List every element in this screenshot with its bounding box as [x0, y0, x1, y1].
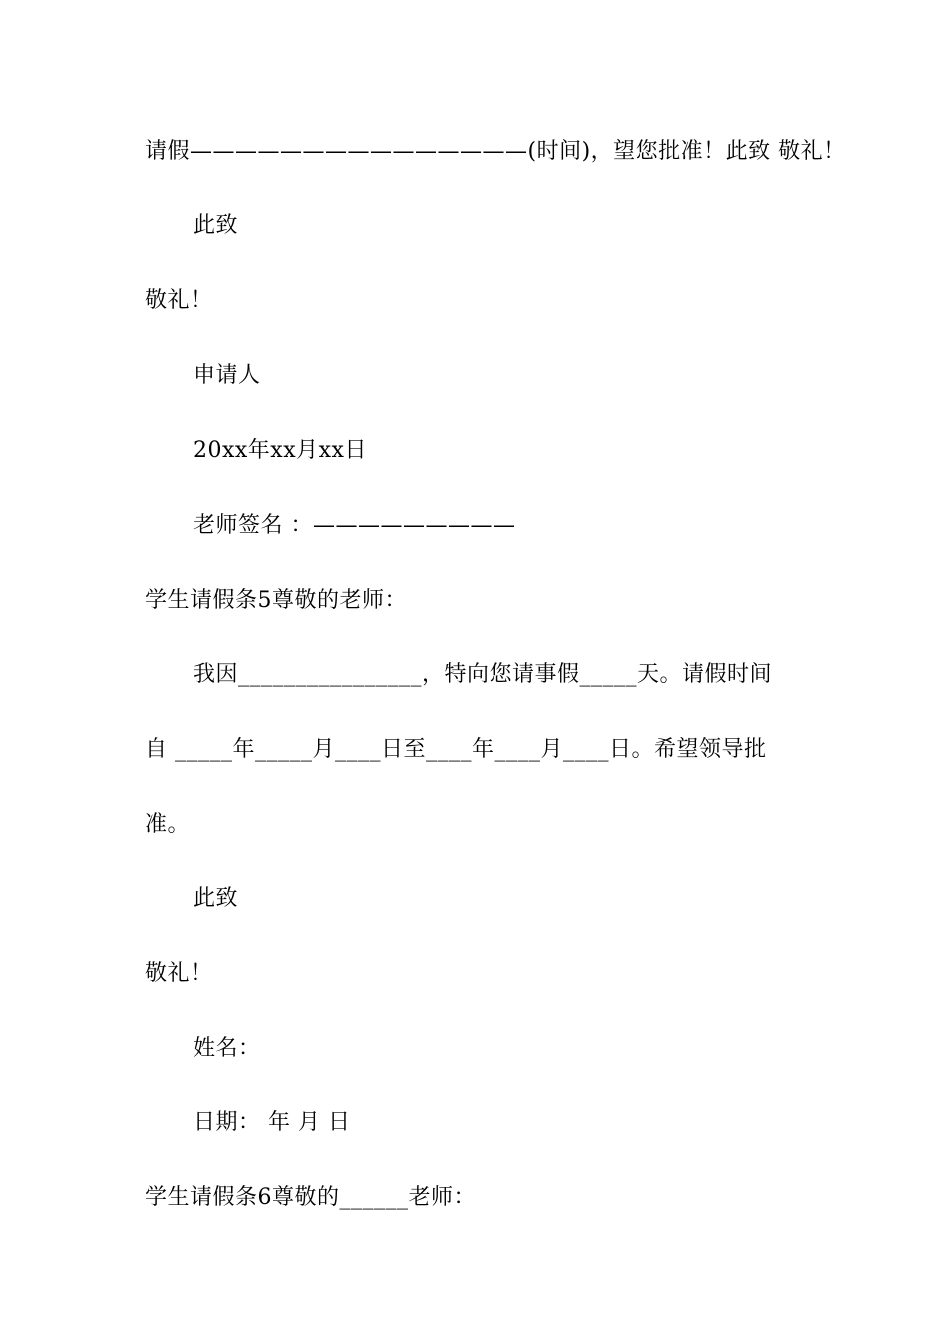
name-field-label: 姓名： [193, 1036, 261, 1061]
leave-request-line: 请假———————————————(时间)，望您批准！此致 敬礼！ [145, 139, 846, 164]
teacher-signature-line: 老师签名 ：————————— [193, 513, 516, 538]
body-paragraph-line-3: 准。 [145, 812, 191, 837]
body-paragraph-line-1: 我因________________，特向您请事假_____天。请假时间 [193, 662, 773, 687]
section-heading-5: 学生请假条5尊敬的老师： [145, 588, 407, 613]
body-paragraph-line-2: 自 _____年_____月____日至____年____月____日。希望领导批 [145, 737, 767, 762]
applicant-label: 申请人 [193, 363, 261, 388]
closing-cizhi-2: 此致 [193, 886, 239, 911]
date-field-label: 日期： 年 月 日 [193, 1110, 351, 1135]
closing-jingli-2: 敬礼！ [145, 961, 213, 986]
date-line: 20xx年xx月xx日 [193, 438, 367, 463]
section-heading-6: 学生请假条6尊敬的______老师： [145, 1185, 476, 1210]
closing-cizhi: 此致 [193, 213, 239, 238]
closing-jingli: 敬礼！ [145, 288, 213, 313]
